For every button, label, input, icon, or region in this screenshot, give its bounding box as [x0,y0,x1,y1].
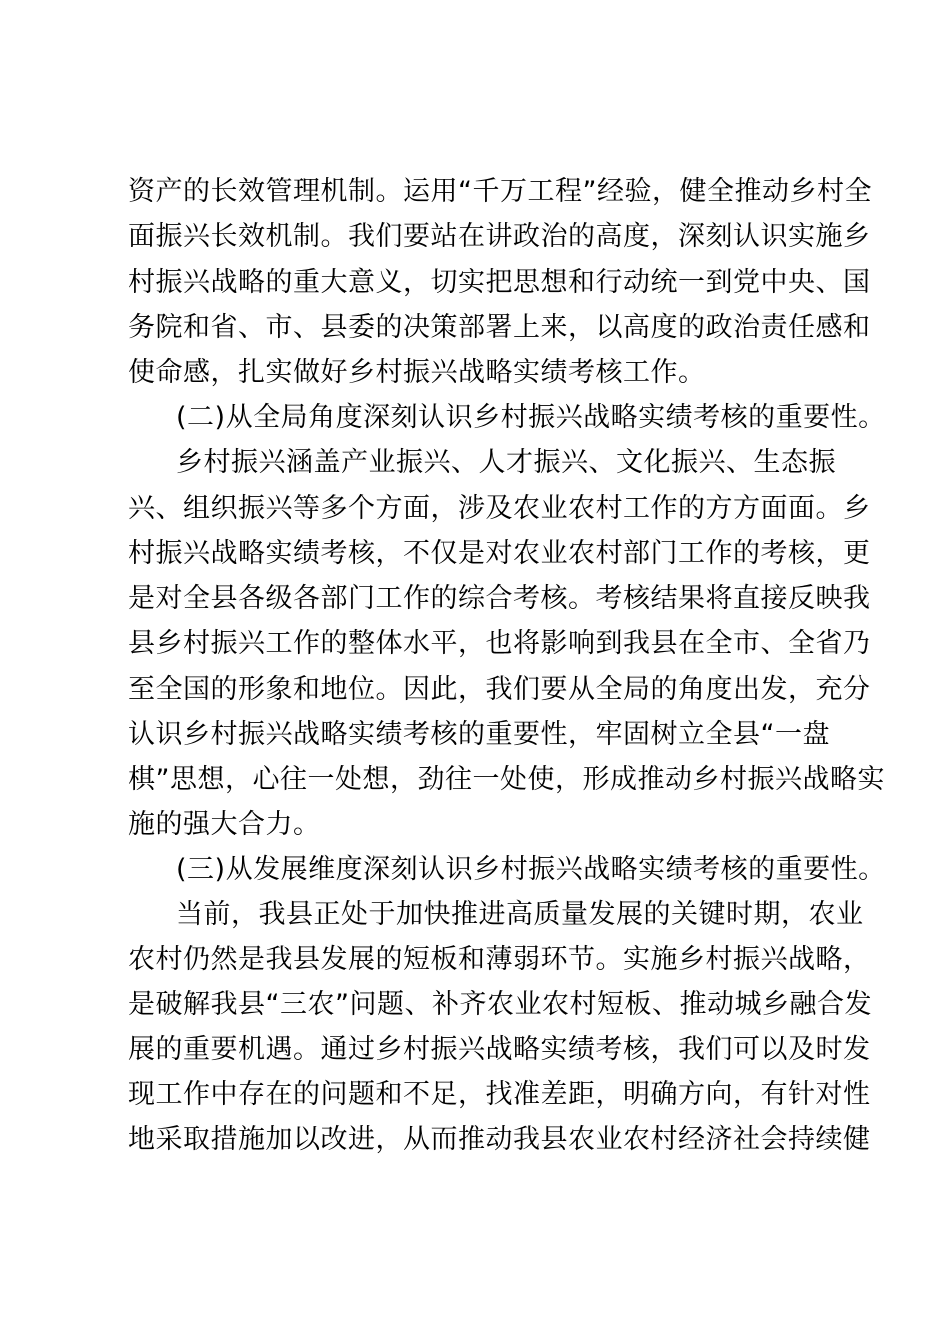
text-line: 面振兴长效机制。我们要站在讲政治的高度，深刻认识实施乡 [128,221,871,252]
text-line: 乡村振兴涵盖产业振兴、人才振兴、文化振兴、生态振 [176,447,836,478]
text-line: 是破解我县“三农”问题、补齐农业农村短板、推动城乡融合发 [128,989,872,1020]
text-line: 认识乡村振兴战略实绩考核的重要性，牢固树立全县“一盘 [128,719,830,750]
text-line: 使命感，扎实做好乡村振兴战略实绩考核工作。 [128,357,706,388]
text-line: 村振兴战略的重大意义，切实把思想和行动统一到党中央、国 [128,267,871,298]
text-line: 至全国的形象和地位。因此，我们要从全局的角度出发，充分 [128,674,871,705]
text-line: 地采取措施加以改进，从而推动我县农业农村经济社会持续健 [128,1124,871,1155]
text-line: 务院和省、市、县委的决策部署上来，以高度的政治责任感和 [128,312,871,343]
text-line: 兴、组织振兴等多个方面，涉及农业农村工作的方方面面。乡 [128,493,871,524]
text-line: 是对全县各级各部门工作的综合考核。考核结果将直接反映我 [128,583,871,614]
text-line: 施的强大合力。 [128,809,321,840]
text-line: 当前，我县正处于加快推进高质量发展的关键时期，农业 [176,899,864,930]
section-heading: (三)从发展维度深刻认识乡村振兴战略实绩考核的重要性。 [176,854,886,885]
text-line: 农村仍然是我县发展的短板和薄弱环节。实施乡村振兴战略， [128,944,871,975]
text-line: 资产的长效管理机制。运用“千万工程”经验，健全推动乡村全 [128,176,872,207]
text-line: 县乡村振兴工作的整体水平，也将影响到我县在全市、全省乃 [128,628,871,659]
section-heading: (二)从全局角度深刻认识乡村振兴战略实绩考核的重要性。 [176,402,886,433]
text-line: 村振兴战略实绩考核，不仅是对农业农村部门工作的考核，更 [128,538,871,569]
text-line: 现工作中存在的问题和不足，找准差距，明确方向，有针对性 [128,1079,871,1110]
text-line: 展的重要机遇。通过乡村振兴战略实绩考核，我们可以及时发 [128,1034,871,1065]
text-line: 棋”思想，心往一处想，劲往一处使，形成推动乡村振兴战略实 [128,764,885,795]
